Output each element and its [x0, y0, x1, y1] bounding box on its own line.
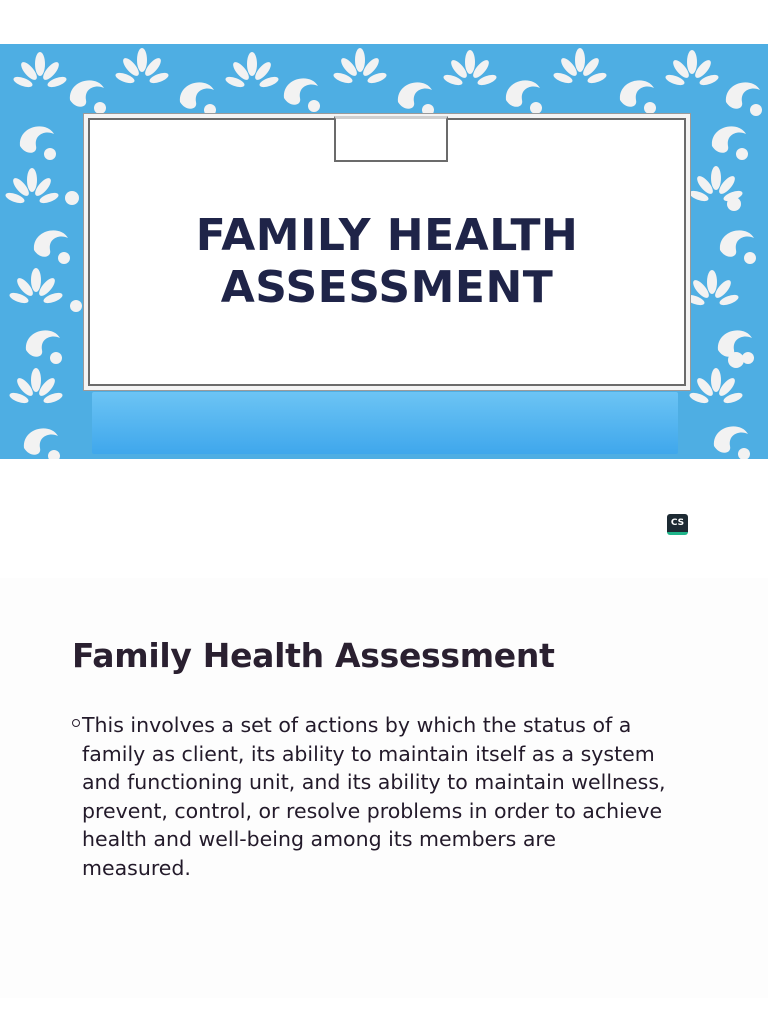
subtitle-bar — [92, 392, 678, 454]
body-line-2: family as client, its ability to maintain itself as a system — [82, 741, 655, 766]
camscanner-logo: CS — [667, 514, 688, 535]
slide-title-line-2: ASSESSMENT — [220, 262, 554, 313]
content-slide — [0, 578, 768, 998]
body-line-3: and functioning unit, and its ability to maintain wellness, — [82, 770, 666, 794]
title-card-tab — [334, 116, 448, 162]
content-heading: Family Health Assessment — [72, 636, 555, 675]
content-body — [82, 711, 754, 882]
bullet-ring-icon — [72, 719, 80, 727]
body-line-6: measured. — [82, 855, 191, 880]
body-line-4: prevent, control, or resolve problems in order to achieve — [82, 798, 663, 823]
slide-title-line-1: FAMILY HEALTH — [195, 210, 579, 261]
slide-title — [88, 210, 686, 314]
body-line-5: health and well-being among its members are — [82, 827, 556, 851]
body-line-1: This involves a set of actions by which the status of a — [82, 713, 632, 737]
